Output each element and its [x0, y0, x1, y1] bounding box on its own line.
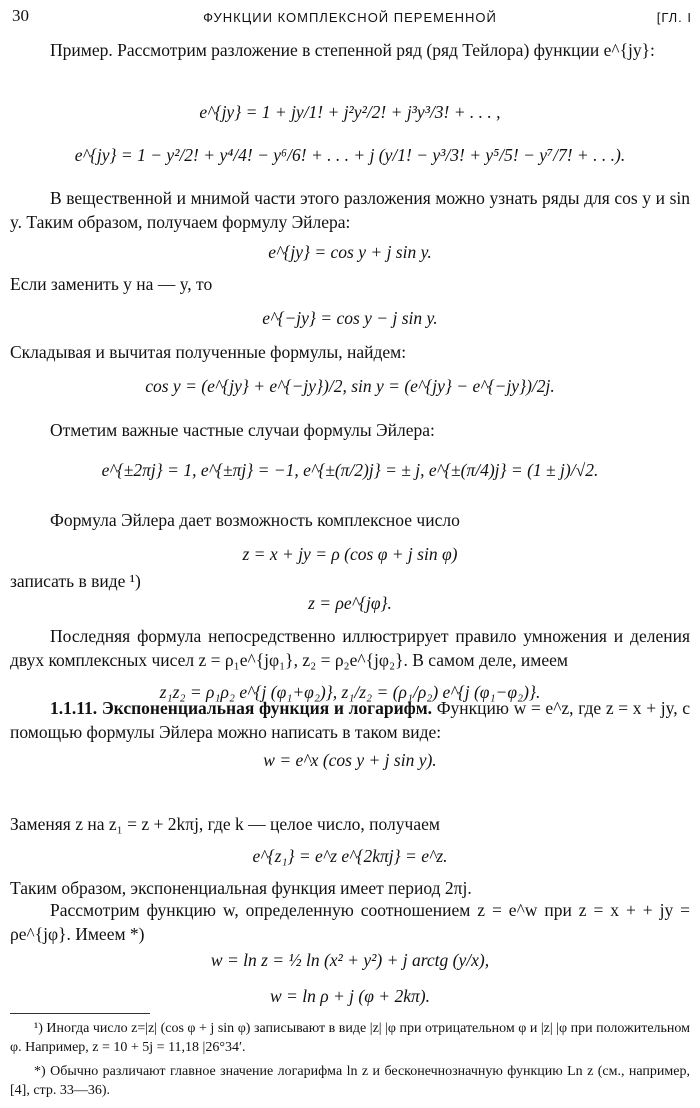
paragraph-add-subtract: Складывая и вычитая полученные формулы, найдем:: [10, 342, 407, 362]
equation-periodicity: e^{z₁} = e^z e^{2kπj} = e^z.: [252, 846, 448, 866]
footnote-1: ¹) Иногда число z=|z| (cos φ + j sin φ) записывают в виде |z| |φ при отрицательном φ и |z| |φ при положительном φ. Например, z = 10 + 5j = 11,18 |26°34′.: [10, 1021, 690, 1055]
paragraph-write-as: записать в виде ¹): [10, 571, 141, 591]
equation-exponential-form: z = ρe^{jφ}.: [308, 593, 392, 613]
section-text: Функцию w = e^z, где z = x + jy, с помощью формулы Эйлера можно написать в таком виде:: [10, 698, 690, 742]
paragraph-replace-z: Заменяя z на z₁ = z + 2kπj, где k — целое число, получаем: [10, 814, 440, 834]
equation-special-cases: e^{±2πj} = 1, e^{±πj} = −1, e^{±(π/2)j} = ± j, e^{±(π/4)j} = (1 ± j)/√2.: [101, 460, 599, 480]
paragraph-exponential-section: [10, 696, 690, 744]
paragraph-period: Таким образом, экспоненциальная функция имеет период 2πj.: [10, 878, 472, 898]
paragraph-complex-number: Формула Эйлера дает возможность комплексное число: [50, 510, 460, 530]
paragraph-example: Пример. Рассмотрим разложение в степенной ряд (ряд Тейлора) функции e^{jy}:: [50, 40, 655, 60]
paragraph-special-cases: Отметим важные частные случаи формулы Эйлера:: [50, 420, 435, 440]
equation-euler-negative: e^{−jy} = cos y − j sin y.: [262, 308, 438, 328]
footnote-rule: [10, 1013, 150, 1014]
equation-cos-sin: cos y = (e^{jy} + e^{−jy})/2, sin y = (e^{jy} − e^{−jy})/2j.: [145, 376, 555, 396]
equation-trig-form: z = x + jy = ρ (cos φ + j sin φ): [242, 544, 458, 564]
equation-w-exponential: w = e^x (cos y + j sin y).: [263, 750, 437, 770]
equation-logarithm-polar: w = ln ρ + j (φ + 2kπ).: [270, 986, 430, 1006]
running-title: ФУНКЦИИ КОМПЛЕКСНОЙ ПЕРЕМЕННОЙ: [203, 10, 497, 25]
equation-logarithm: w = ln z = ½ ln (x² + y²) + j arctg (y/x),: [210, 950, 490, 970]
footnote-2: *) Обычно различают главное значение логарифма ln z и бесконечнозначную функцию Ln z (см., например, [4], стр. 33—36).: [10, 1064, 690, 1098]
equation-series-split: e^{jy} = 1 − y²/2! + y⁴/4! − y⁶/6! + . . . + j (y/1! − y³/3! + y⁵/5! − y⁷/7! + . . .).: [74, 145, 626, 165]
paragraph-logarithm: Рассмотрим функцию w, определенную соотношением z = e^w при z = x + + jy = ρe^{jφ}. Имеем *): [10, 900, 690, 944]
paragraph-euler-intro: В вещественной и мнимой части этого разложения можно узнать ряды для cos y и sin y. Таким образом, получаем формулу Эйлера:: [10, 188, 690, 232]
section-heading: 1.1.11. Экспоненциальная функция и логарифм.: [50, 698, 433, 718]
equation-product-quotient: z₁z₂ = ρ₁ρ₂ e^{j (φ₁+φ₂)}, z₁/z₂ = (ρ₁/ρ₂) e^{j (φ₁−φ₂)}.: [159, 682, 541, 702]
equation-taylor-series: e^{jy} = 1 + jy/1! + j²y²/2! + j³y³/3! + . . . ,: [199, 102, 501, 122]
paragraph-substitute: Если заменить y на — y, то: [10, 274, 213, 294]
equation-euler: e^{jy} = cos y + j sin y.: [268, 242, 432, 262]
page-number: 30: [12, 6, 29, 25]
chapter-label: [ГЛ. I: [656, 10, 692, 25]
paragraph-multiplication: Последняя формула непосредственно иллюстрирует правило умножения и деления двух комплексных чисел z = ρ₁e^{jφ₁}, z₂ = ρ₂e^{jφ₂}. В самом деле, имеем: [10, 626, 690, 670]
